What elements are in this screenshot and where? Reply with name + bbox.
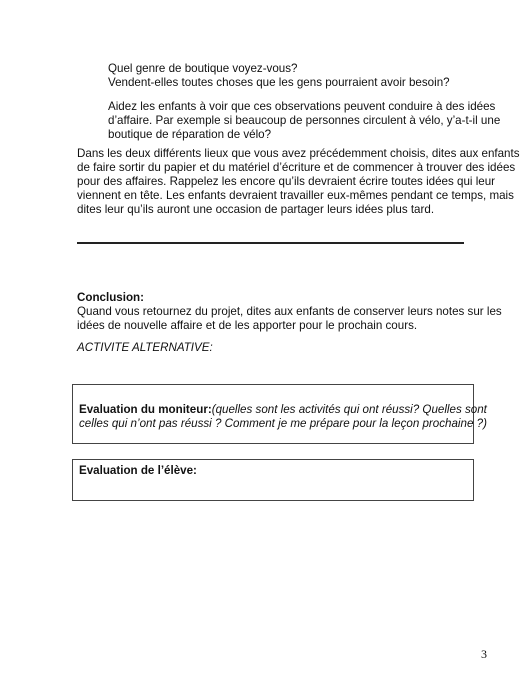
paragraph-line: boutique de réparation de vélo? (108, 128, 272, 141)
monitor-evaluation-text (79, 403, 487, 431)
conclusion-line: Quand vous retournez du projet, dites aux enfants de conserver leurs notes sur les (77, 305, 502, 318)
alternative-activity-heading: ACTIVITE ALTERNATIVE: (77, 341, 213, 354)
instructions-paragraph (77, 147, 520, 217)
conclusion-section (77, 291, 502, 333)
monitor-evaluation-label: Evaluation du moniteur: (79, 403, 212, 416)
paragraph-line: Dans les deux différents lieux que vous avez précédemment choisis, dites aux enfants (77, 147, 520, 160)
monitor-evaluation-prompt: (quelles sont les activités qui ont réussi? Quelles sont (211, 403, 487, 416)
section-divider (77, 242, 464, 244)
paragraph-line: d’affaire. Par exemple si beaucoup de personnes circulent à vélo, y’a-t-il une (108, 114, 501, 127)
paragraph-line: viennent en tête. Les enfants devraient travailler eux-mêmes pendant ce temps, mais (77, 189, 514, 202)
conclusion-line: idées de nouvelle affaire et de les apporter pour le prochain cours. (77, 319, 418, 332)
monitor-evaluation-box[interactable] (72, 384, 487, 444)
paragraph-line: dites leur qu’ils auront une occasion de partager leurs idées plus tard. (77, 203, 435, 216)
question-line: Vendent-elles toutes choses que les gens pourraient avoir besoin? (108, 76, 450, 89)
student-evaluation-box[interactable] (72, 459, 474, 501)
conclusion-heading: Conclusion: (77, 291, 144, 304)
questions-block (108, 62, 478, 90)
paragraph-line: de faire sortir du papier et du matériel d’écriture et de commencer à trouver des idées (77, 161, 516, 174)
student-evaluation-label: Evaluation de l’élève: (79, 464, 197, 477)
paragraph-line: pour des affaires. Rappelez les encore qu’ils devraient écrire toutes idées qui leur (77, 175, 496, 188)
page-number: 3 (481, 647, 487, 661)
monitor-evaluation-prompt: celles qui n’ont pas réussi ? Comment je me prépare pour la leçon prochaine ?) (79, 417, 487, 430)
question-line: Quel genre de boutique voyez-vous? (108, 62, 298, 75)
paragraph-line: Aidez les enfants à voir que ces observations peuvent conduire à des idées (108, 100, 496, 113)
help-paragraph (108, 100, 501, 142)
